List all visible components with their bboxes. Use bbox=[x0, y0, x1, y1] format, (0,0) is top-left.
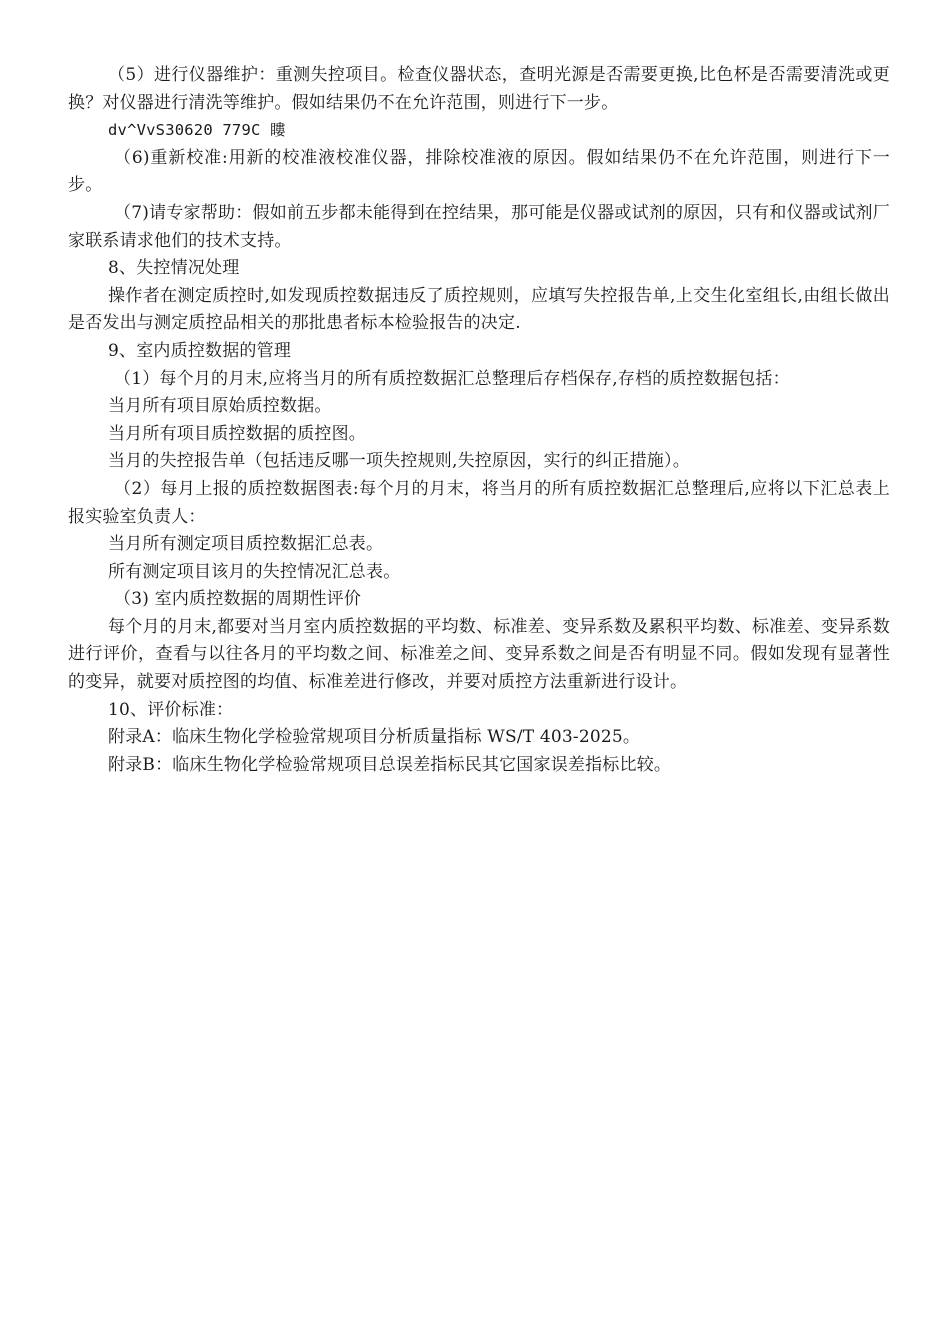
paragraph-step-7: （7)请专家帮助：假如前五步都未能得到在控结果，那可能是仪器或试剂的原因，只有和仪器或试剂厂家联系请求他们的技术支持。 bbox=[68, 202, 890, 251]
appendix-b-line: 附录B：临床生物化学检验常规项目总误差指标民其它国家误差指标比较。 bbox=[108, 754, 672, 775]
list-item-9-1-b: 当月所有项目质控数据的质控图。 bbox=[108, 423, 366, 444]
appendix-a-line: 附录A：临床生物化学检验常规项目分析质量指标 WS/T 403-2025。 bbox=[108, 727, 641, 748]
list-item-9-2-b: 所有测定项目该月的失控情况汇总表。 bbox=[108, 561, 401, 582]
section-heading-10: 10、评价标准： bbox=[108, 699, 234, 720]
list-item-9-1-a: 当月所有项目原始质控数据。 bbox=[108, 396, 332, 417]
document-page bbox=[68, 62, 890, 779]
list-item-9-2: （2）每月上报的质控数据图表:每个月的月末，将当月的所有质控数据汇总整理后,应将以下汇总表上报实验室负责人： bbox=[68, 478, 890, 527]
list-item-9-1-c: 当月的失控报告单（包括违反哪一项失控规则,失控原因，实行的纠正措施）。 bbox=[108, 451, 690, 472]
section-heading-9: 9、室内质控数据的管理 bbox=[108, 340, 292, 361]
list-item-9-1: （1）每个月的月末,应将当月的所有质控数据汇总整理后存档保存,存档的质控数据包括： bbox=[114, 368, 790, 389]
section-heading-8: 8、失控情况处理 bbox=[108, 258, 240, 279]
list-item-9-3: （3) 室内质控数据的周期性评价 bbox=[114, 589, 362, 610]
paragraph-step-5: （5）进行仪器维护：重测失控项目。检查仪器状态，查明光源是否需要更换,比色杯是否需要清洗或更换？对仪器进行清洗等维护。假如结果仍不在允许范围，则进行下一步。 bbox=[68, 65, 890, 113]
paragraph-step-6: （6)重新校准:用新的校准液校准仪器，排除校准液的原因。假如结果仍不在允许范围，则进行下一步。 bbox=[68, 147, 890, 196]
paragraph-section-9-3: 每个月的月末,都要对当月室内质控数据的平均数、标准差、变异系数及累积平均数、标准差、变异系数进行评价，查看与以往各月的平均数之间、标准差之间、变异系数之间是否有明显不同。假如发现有显著性的变异，就要对质控图的均值、标准差进行修改，并要对质控方法重新进行设计。 bbox=[68, 616, 890, 693]
paragraph-section-8: 操作者在测定质控时,如发现质控数据违反了质控规则，应填写失控报告单,上交生化室组长,由组长做出是否发出与测定质控品相关的那批患者标本检验报告的决定. bbox=[68, 285, 890, 334]
paragraph-artifact-line: dv^VvS30620 779C 瞜 bbox=[108, 121, 286, 140]
list-item-9-2-a: 当月所有测定项目质控数据汇总表。 bbox=[108, 534, 384, 555]
